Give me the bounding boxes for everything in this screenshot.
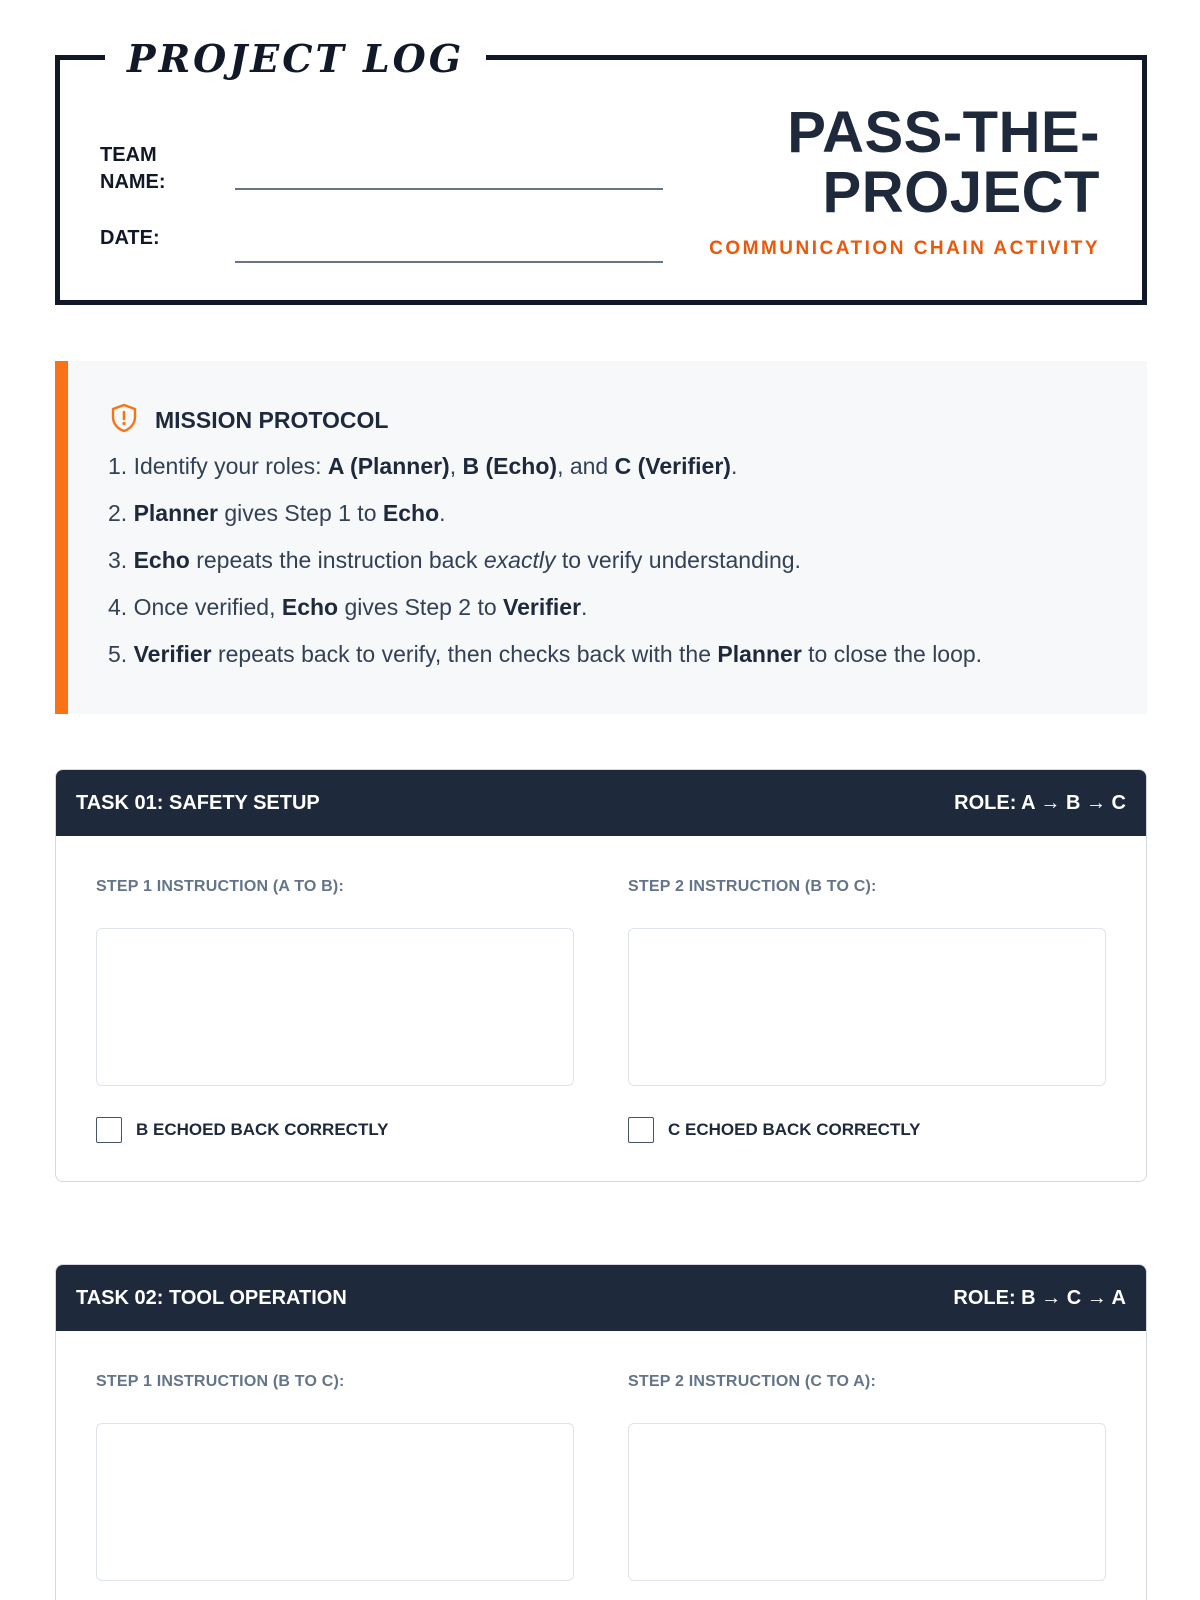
page-subtitle: COMMUNICATION CHAIN ACTIVITY (709, 238, 1100, 259)
protocol-step: 5. Verifier repeats back to verify, then checks back with the Planner to close the loop. (108, 641, 983, 667)
b-echoed-check-row[interactable] (96, 1117, 389, 1143)
step2-instruction-box[interactable] (628, 928, 1106, 1086)
date-field[interactable] (235, 261, 663, 263)
task-role: ROLE: B → C → A (953, 1286, 1126, 1309)
team-name-label (100, 142, 166, 196)
project-log-title: PROJECT LOG (105, 34, 486, 84)
shield-alert-icon (110, 403, 138, 438)
task-header (56, 1265, 1146, 1331)
c-echoed-label: C ECHOED BACK CORRECTLY (668, 1120, 921, 1139)
title-line-2: PROJECT (822, 160, 1100, 225)
b-echoed-checkbox[interactable] (96, 1117, 122, 1143)
date-label: DATE: (100, 227, 160, 249)
title-line-1: PASS-THE- (787, 100, 1100, 165)
step1-label: STEP 1 INSTRUCTION (B TO C): (96, 1373, 345, 1390)
protocol-steps (108, 453, 982, 688)
step1-instruction-box[interactable] (96, 1423, 574, 1581)
header-box (55, 36, 1147, 305)
task-card-02 (55, 1264, 1147, 1600)
mission-protocol-panel (55, 361, 1147, 714)
protocol-step: 1. Identify your roles: A (Planner), B (Echo), and C (Verifier). (108, 453, 738, 479)
step1-label: STEP 1 INSTRUCTION (A TO B): (96, 878, 344, 895)
task-title: TASK 01: SAFETY SETUP (76, 791, 320, 814)
protocol-step: 2. Planner gives Step 1 to Echo. (108, 500, 446, 526)
protocol-header (110, 403, 388, 438)
b-echoed-label: B ECHOED BACK CORRECTLY (136, 1120, 389, 1139)
c-echoed-check-row[interactable] (628, 1117, 921, 1143)
step2-instruction-box[interactable] (628, 1423, 1106, 1581)
page-title (787, 100, 1100, 225)
task-card-01 (55, 769, 1147, 1182)
task-role: ROLE: A → B → C (954, 791, 1126, 814)
protocol-step: 3. Echo repeats the instruction back exactly to verify understanding. (108, 547, 801, 573)
step1-instruction-box[interactable] (96, 928, 574, 1086)
team-name-label-line1: TEAM (100, 144, 157, 166)
team-name-label-line2: NAME: (100, 171, 166, 193)
task-title: TASK 02: TOOL OPERATION (76, 1286, 347, 1309)
task-header (56, 770, 1146, 836)
step2-label: STEP 2 INSTRUCTION (C TO A): (628, 1373, 876, 1390)
protocol-step: 4. Once verified, Echo gives Step 2 to Verifier. (108, 594, 588, 620)
c-echoed-checkbox[interactable] (628, 1117, 654, 1143)
step2-label: STEP 2 INSTRUCTION (B TO C): (628, 878, 877, 895)
team-name-field[interactable] (235, 188, 663, 190)
protocol-title: MISSION PROTOCOL (155, 407, 389, 433)
